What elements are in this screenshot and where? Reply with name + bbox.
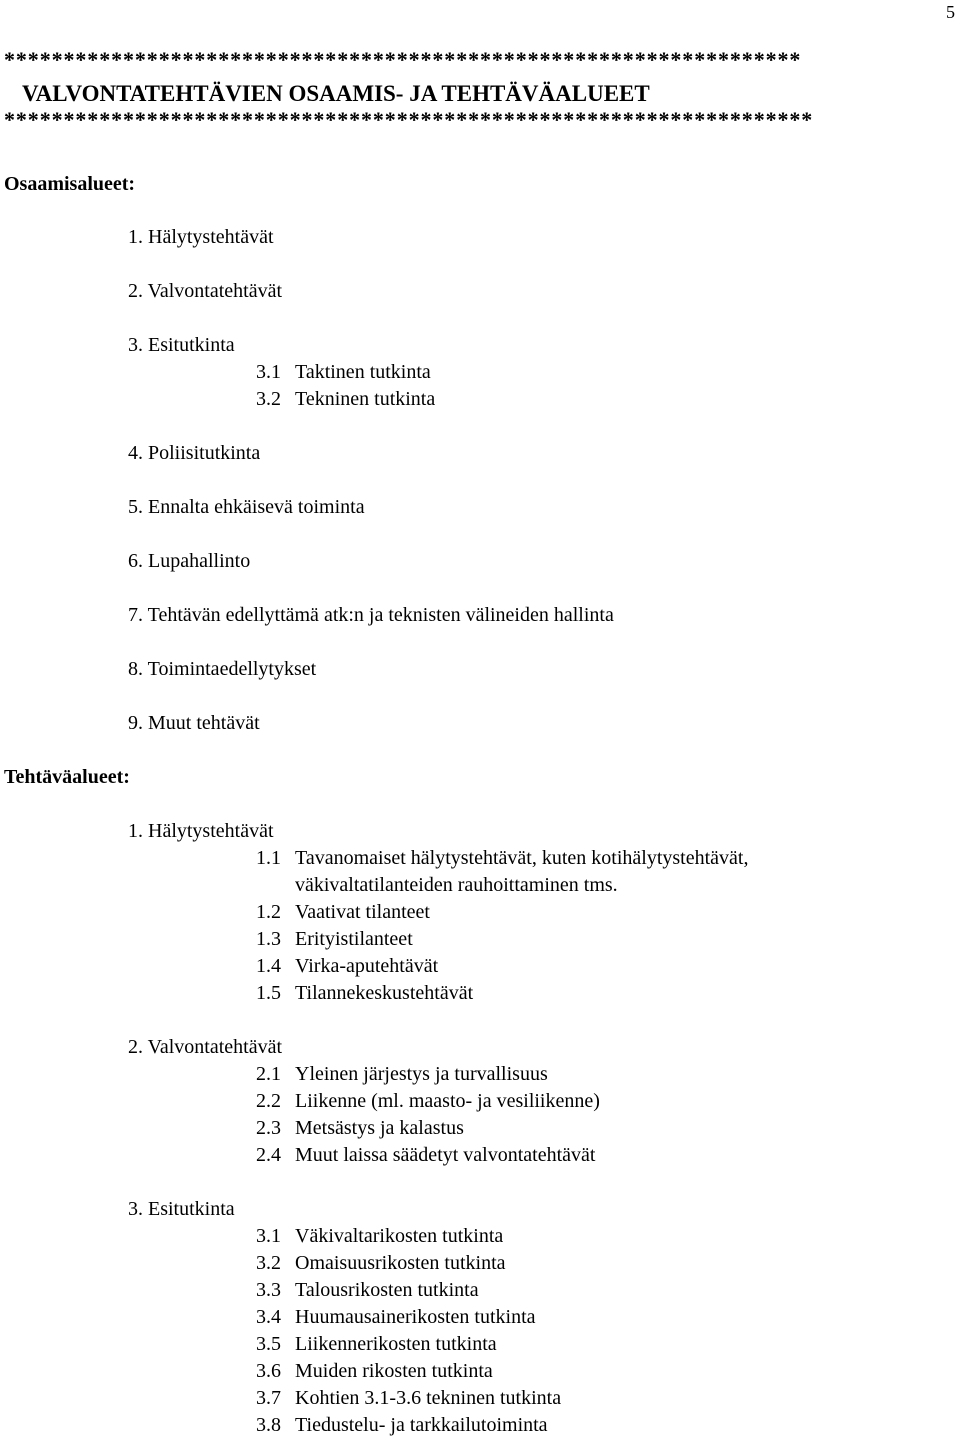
tehtavaalue-group-title: 1. Hälytystehtävät bbox=[128, 820, 274, 842]
osaamisalue-subitem: 3.2 Tekninen tutkinta bbox=[256, 388, 436, 410]
tehtavaalue-item: 3.1 Väkivaltarikosten tutkinta bbox=[256, 1225, 504, 1247]
tehtavaalue-item: 3.5 Liikennerikosten tutkinta bbox=[256, 1333, 497, 1355]
osaamisalue-item: 4. Poliisitutkinta bbox=[128, 442, 261, 464]
osaamisalue-subitem: 3.1 Taktinen tutkinta bbox=[256, 361, 431, 383]
header-stars-bottom: ******************************************************************** bbox=[4, 107, 814, 132]
osaamisalue-item: 3. Esitutkinta bbox=[128, 334, 235, 356]
tehtavaalue-item: 2.1 Yleinen järjestys ja turvallisuus bbox=[256, 1063, 548, 1085]
tehtavaalue-item: 3.8 Tiedustelu- ja tarkkailutoiminta bbox=[256, 1414, 548, 1436]
osaamisalue-item: 8. Toimintaedellytykset bbox=[128, 658, 317, 680]
tehtavaalue-group-title: 2. Valvontatehtävät bbox=[128, 1036, 283, 1058]
tehtavaalue-item: 2.3 Metsästys ja kalastus bbox=[256, 1117, 464, 1139]
tehtavaalue-item: 3.2 Omaisuusrikosten tutkinta bbox=[256, 1252, 506, 1274]
tehtavaalue-item: 1.1 Tavanomaiset hälytystehtävät, kuten kotihälytystehtävät, bbox=[256, 847, 749, 869]
tehtavaalue-group-title: 3. Esitutkinta bbox=[128, 1198, 235, 1220]
tehtavaalue-item: 3.6 Muiden rikosten tutkinta bbox=[256, 1360, 493, 1382]
tehtavaalue-item: 3.4 Huumausainerikosten tutkinta bbox=[256, 1306, 536, 1328]
osaamisalue-item: 5. Ennalta ehkäisevä toiminta bbox=[128, 496, 365, 518]
osaamisalue-item: 1. Hälytystehtävät bbox=[128, 226, 274, 248]
tehtavaalue-item: 1.4 Virka-aputehtävät bbox=[256, 955, 439, 977]
tehtavaalue-item: 3.7 Kohtien 3.1-3.6 tekninen tutkinta bbox=[256, 1387, 562, 1409]
tehtavaalue-item: 3.3 Talousrikosten tutkinta bbox=[256, 1279, 479, 1301]
osaamisalue-item: 2. Valvontatehtävät bbox=[128, 280, 283, 302]
osaamisalue-item: 6. Lupahallinto bbox=[128, 550, 251, 572]
tehtavaalue-item: 1.2 Vaativat tilanteet bbox=[256, 901, 430, 923]
document-title: VALVONTATEHTÄVIEN OSAAMIS- JA TEHTÄVÄALUEET bbox=[22, 81, 650, 106]
tehtavaalue-item-continuation: väkivaltatilanteiden rauhoittaminen tms. bbox=[295, 874, 618, 896]
tehtavaalue-item: 2.2 Liikenne (ml. maasto- ja vesiliikenne) bbox=[256, 1090, 600, 1112]
tehtavaalueet-label: Tehtäväalueet: bbox=[4, 766, 130, 788]
tehtavaalue-item: 1.3 Erityistilanteet bbox=[256, 928, 413, 950]
osaamisalue-item: 7. Tehtävän edellyttämä atk:n ja teknisten välineiden hallinta bbox=[128, 604, 614, 626]
tehtavaalue-item: 2.4 Muut laissa säädetyt valvontatehtävät bbox=[256, 1144, 596, 1166]
header-stars-top: ******************************************************************* bbox=[4, 47, 802, 72]
osaamisalue-item: 9. Muut tehtävät bbox=[128, 712, 260, 734]
page-number: 5 bbox=[946, 2, 955, 22]
osaamisalueet-label: Osaamisalueet: bbox=[4, 173, 136, 195]
tehtavaalue-item: 1.5 Tilannekeskustehtävät bbox=[256, 982, 474, 1004]
